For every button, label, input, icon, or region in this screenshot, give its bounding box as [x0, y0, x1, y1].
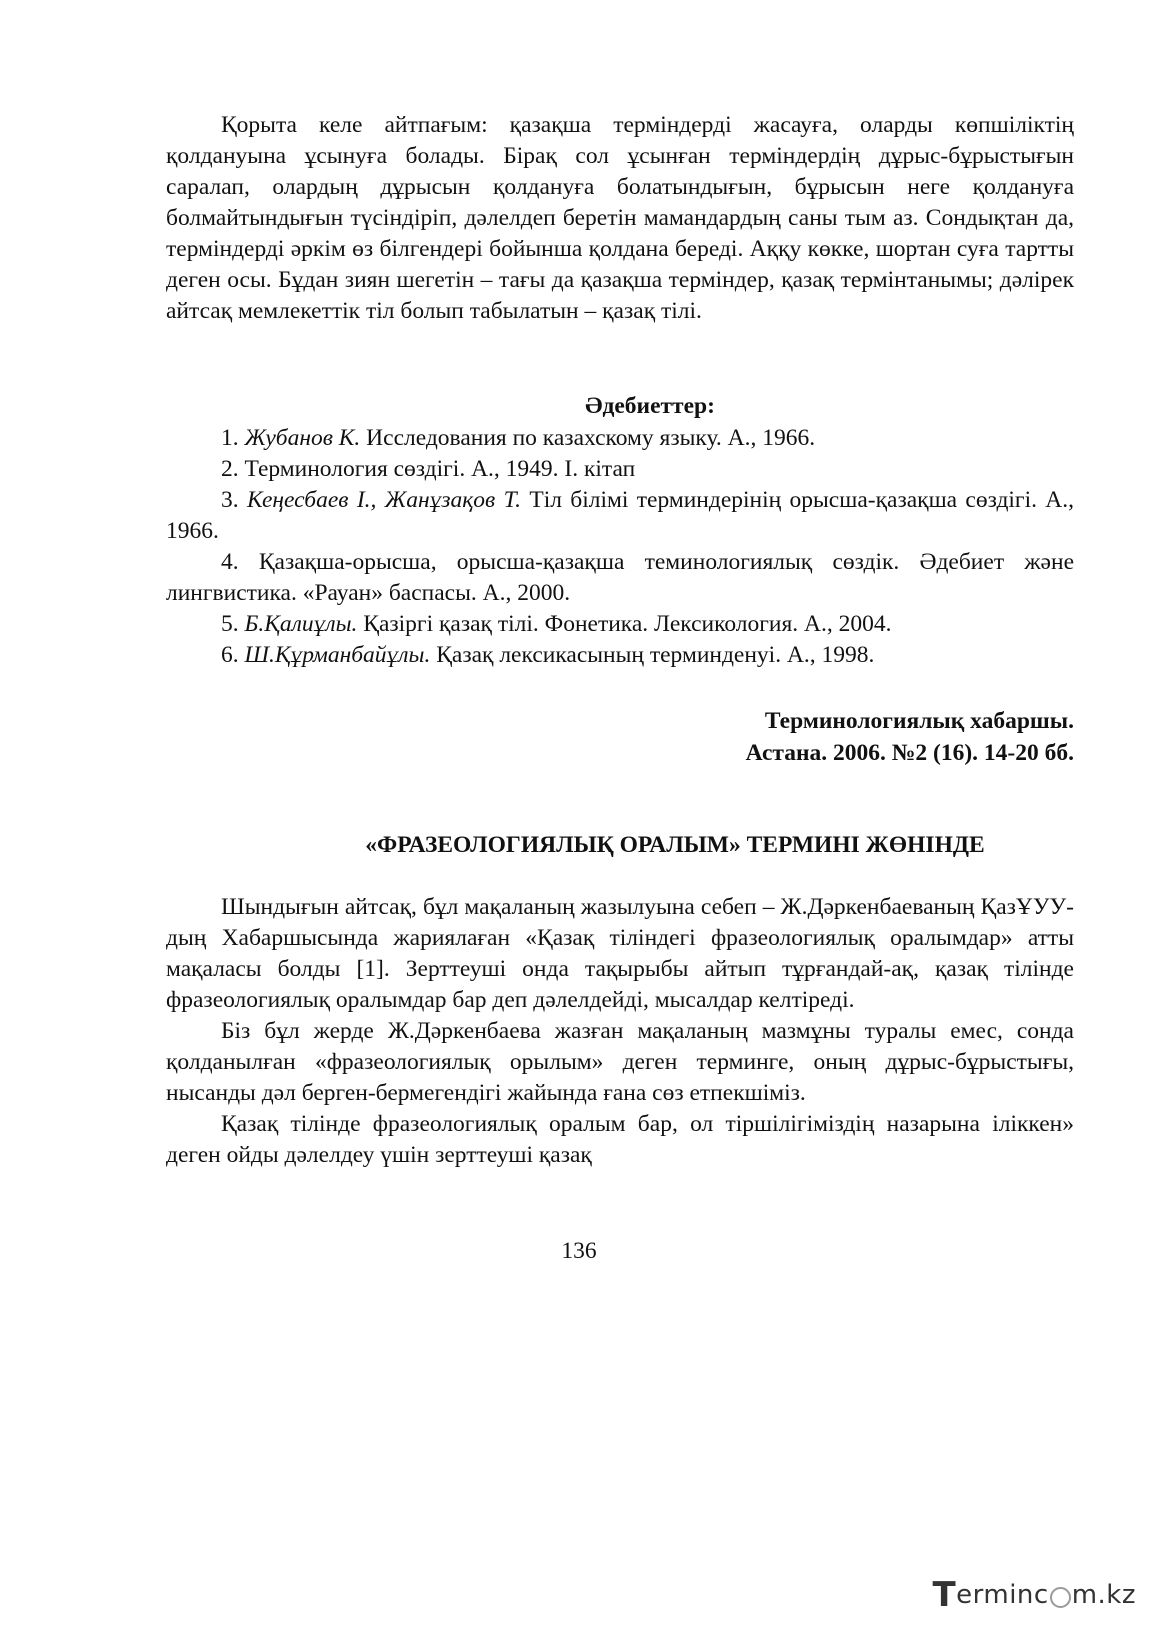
reference-text: Тіл білімі терминдерінің орысша-қазақша сөздігі. А., 1966. [166, 487, 1075, 544]
page-number: 136 [561, 1238, 597, 1264]
reference-number: 5. [221, 611, 239, 637]
reference-text: Қазақша-орысша, орысша-қазақша теминологиялық сөздік. Әдебиет және лингвистика. «Рауан» баспасы. А., 2000. [166, 549, 1074, 606]
reference-item [166, 640, 1074, 671]
section-title: «ФРАЗЕОЛОГИЯЛЫҚ ОРАЛЫМ» ТЕРМИНІ ЖӨНІНДЕ [365, 832, 985, 858]
reference-number: 3. [221, 487, 239, 513]
reference-item [166, 423, 1074, 454]
reference-number: 6. [221, 642, 239, 668]
watermark-logo [932, 1575, 1136, 1615]
reference-number: 1. [221, 425, 239, 451]
reference-author: Ш.Құрманбайұлы. [244, 642, 431, 668]
body-paragraph: Біз бұл жерде Ж.Дәркенбаева жазған мақаланың мазмұны туралы емес, сонда қолданылған «фразеологиялық орылым» деген терминге, оның дұрыс-бұрыстығы, нысанды дәл берген-бермегендігі жайында ғана сөз етпекшіміз. [166, 1018, 1074, 1106]
reference-item [166, 609, 1074, 640]
reference-text: Исследования по казахскому языку. А., 1966. [360, 425, 816, 451]
references-title: Әдебиеттер: [585, 393, 715, 419]
source-journal: Терминологиялық хабаршы. [764, 708, 1074, 734]
reference-number: 4. [221, 549, 239, 575]
body-paragraph: Шындығын айтсақ, бұл мақаланың жазылуына себеп – Ж.Дәркенбаеваның ҚазҰУУ-дың Хабаршысында жариялаған «Қазақ тіліндегі фразеологиялық оралымдар» атты мақаласы болды [1]. Зерттеуші онда тақырыбы айтып тұрғандай-ақ, қазақ тілінде фразеологиялық оралымдар бар деп дәлелдейді, мысалдар келтіреді. [166, 894, 1074, 1013]
closing-paragraph [166, 110, 1074, 327]
reference-author: Б.Қалиұлы. [244, 611, 358, 637]
references-list [166, 423, 1074, 671]
source-citation [746, 705, 1074, 769]
reference-item [166, 547, 1074, 609]
body-paragraph: Қазақ тілінде фразеологиялық оралым бар, ол тіршілігіміздің назарына іліккен» деген ойды дәлелдеу үшін зерттеуші қазақ [166, 1111, 1074, 1168]
reference-author: Жубанов К. [244, 425, 361, 451]
reference-text: Қазақ лексикасының терминденуі. А., 1998. [430, 642, 875, 668]
reference-item [166, 485, 1074, 547]
watermark-circle-icon [1050, 1587, 1071, 1608]
reference-text: Терминология сөздігі. А., 1949. I. кітап [244, 456, 636, 482]
watermark-letter: T [932, 1575, 957, 1615]
watermark-text-start: erminc [956, 1580, 1049, 1610]
reference-item [166, 454, 1074, 485]
paragraph-text: Қорыта келе айтпағым: қазақша терміндерді жасауға, оларды көпшіліктің қолдануына ұсынуға болады. Бірақ сол ұсынған терміндердің дұрыс-бұрыстығын саралап, олардың дұрысын қолдануға болатындығын, бұрысын неге қолдануға болмайтындығын түсіндіріп, дәлелдеп беретін мамандардың саны тым аз. Сондықтан да, терміндерді әркім өз білгендері бойынша қолдана береді. Аққу көкке, шортан суға тартты деген осы. Бұдан зиян шегетін – тағы да қазақша терміндер, қазақ термінтанымы; дәлірек айтсақ мемлекеттік тіл болып табылатын – қазақ тілі. [166, 112, 1074, 324]
reference-author: Кеңесбаев I., Жанұзақов Т. [246, 487, 522, 513]
article-body [166, 892, 1074, 1171]
reference-number: 2. [221, 456, 239, 482]
source-details: Астана. 2006. №2 (16). 14-20 бб. [745, 740, 1074, 766]
reference-text: Қазіргі қазақ тілі. Фонетика. Лексикология. А., 2004. [357, 611, 892, 637]
watermark-text-end: m.kz [1071, 1580, 1136, 1610]
